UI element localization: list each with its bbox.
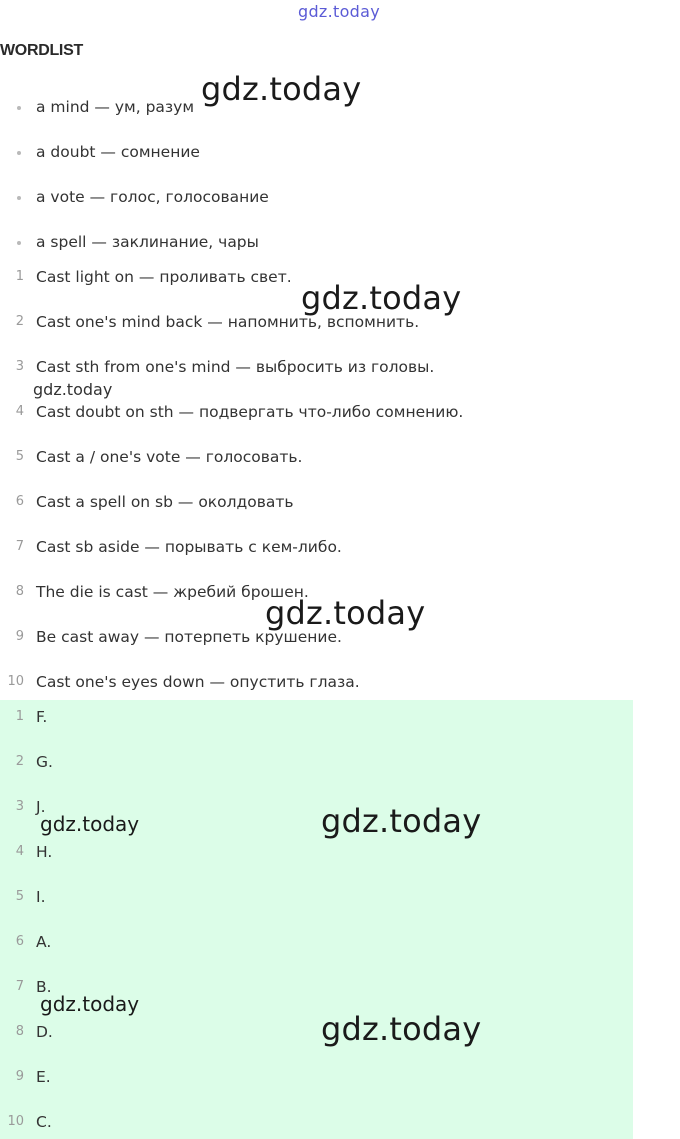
phrase-number: 6 — [15, 494, 24, 509]
answer-item — [0, 930, 633, 954]
bullet-dot — [17, 196, 21, 200]
phrase-number: 4 — [15, 404, 24, 419]
answer-item — [0, 705, 633, 729]
answer-number: 1 — [15, 709, 24, 724]
phrase-number: 3 — [15, 359, 24, 374]
bullet-text: a spell — заклинание, чары — [36, 233, 259, 251]
bullet-text: a vote — голос, голосование — [36, 188, 269, 206]
bullet-item — [0, 140, 680, 164]
bullet-text: a mind — ум, разум — [36, 98, 195, 116]
answer-number: 7 — [15, 979, 24, 994]
phrase-number: 8 — [15, 584, 24, 599]
answer-item — [0, 1065, 633, 1089]
phrase-text: Cast sth from one's mind — выбросить из головы. — [36, 358, 435, 376]
watermark-overlay: gdz.today — [321, 1010, 482, 1048]
phrase-item — [0, 670, 680, 694]
phrase-item — [0, 490, 680, 514]
watermark-overlay: gdz.today — [301, 279, 462, 317]
answer-number: 9 — [15, 1069, 24, 1084]
wordlist-heading: WORDLIST — [0, 42, 83, 59]
phrase-item — [0, 400, 680, 424]
watermark-overlay: gdz.today — [201, 70, 362, 108]
phrase-number: 2 — [15, 314, 24, 329]
answer-text: E. — [36, 1068, 51, 1086]
phrase-number: 10 — [7, 674, 24, 689]
answer-number: 2 — [15, 754, 24, 769]
answer-text: F. — [36, 708, 48, 726]
watermark-overlay: gdz.today — [265, 594, 426, 632]
phrase-number: 5 — [15, 449, 24, 464]
answer-item — [0, 1110, 633, 1134]
phrase-number: 7 — [15, 539, 24, 554]
phrase-text: Cast a spell on sb — околдовать — [36, 493, 294, 511]
answer-number: 4 — [15, 844, 24, 859]
watermark-overlay: gdz.today — [40, 812, 140, 836]
phrase-item — [0, 535, 680, 559]
bullet-text: a doubt — сомнение — [36, 143, 200, 161]
phrase-text: Cast light on — проливать свет. — [36, 268, 292, 286]
answer-number: 3 — [15, 799, 24, 814]
phrase-item — [0, 445, 680, 469]
answer-number: 10 — [7, 1114, 24, 1129]
answer-text: G. — [36, 753, 53, 771]
bullet-item — [0, 185, 680, 209]
answer-item — [0, 1020, 633, 1044]
answer-text: D. — [36, 1023, 53, 1041]
answer-text: C. — [36, 1113, 52, 1131]
answer-item — [0, 885, 633, 909]
bullet-dot — [17, 151, 21, 155]
answer-text: H. — [36, 843, 53, 861]
bullet-dot — [17, 106, 21, 110]
phrase-text: Cast sb aside — порывать с кем-либо. — [36, 538, 342, 556]
phrase-text: Cast one's mind back — напомнить, вспомнить. — [36, 313, 420, 331]
bullet-dot — [17, 241, 21, 245]
answer-number: 5 — [15, 889, 24, 904]
phrase-text: Be cast away — потерпеть крушение. — [36, 628, 342, 646]
bullet-item — [0, 230, 680, 254]
watermark-overlay: gdz.today — [40, 992, 140, 1016]
answer-number: 6 — [15, 934, 24, 949]
answer-text: J. — [36, 798, 46, 816]
phrase-text: The die is cast — жребий брошен. — [36, 583, 309, 601]
answer-text: I. — [36, 888, 46, 906]
phrase-text: Cast one's eyes down — опустить глаза. — [36, 673, 360, 691]
answer-text: A. — [36, 933, 52, 951]
top-watermark: gdz.today — [298, 2, 380, 21]
phrase-item — [0, 355, 680, 379]
answer-number: 8 — [15, 1024, 24, 1039]
phrase-number: 9 — [15, 629, 24, 644]
answer-item — [0, 750, 633, 774]
answer-item — [0, 840, 633, 864]
answer-text: B. — [36, 978, 52, 996]
watermark-overlay: gdz.today — [321, 802, 482, 840]
phrase-number: 1 — [15, 269, 24, 284]
watermark-overlay: gdz.today — [33, 380, 113, 399]
phrase-text: Cast doubt on sth — подвергать что-либо сомнению. — [36, 403, 464, 421]
phrase-text: Cast a / one's vote — голосовать. — [36, 448, 303, 466]
